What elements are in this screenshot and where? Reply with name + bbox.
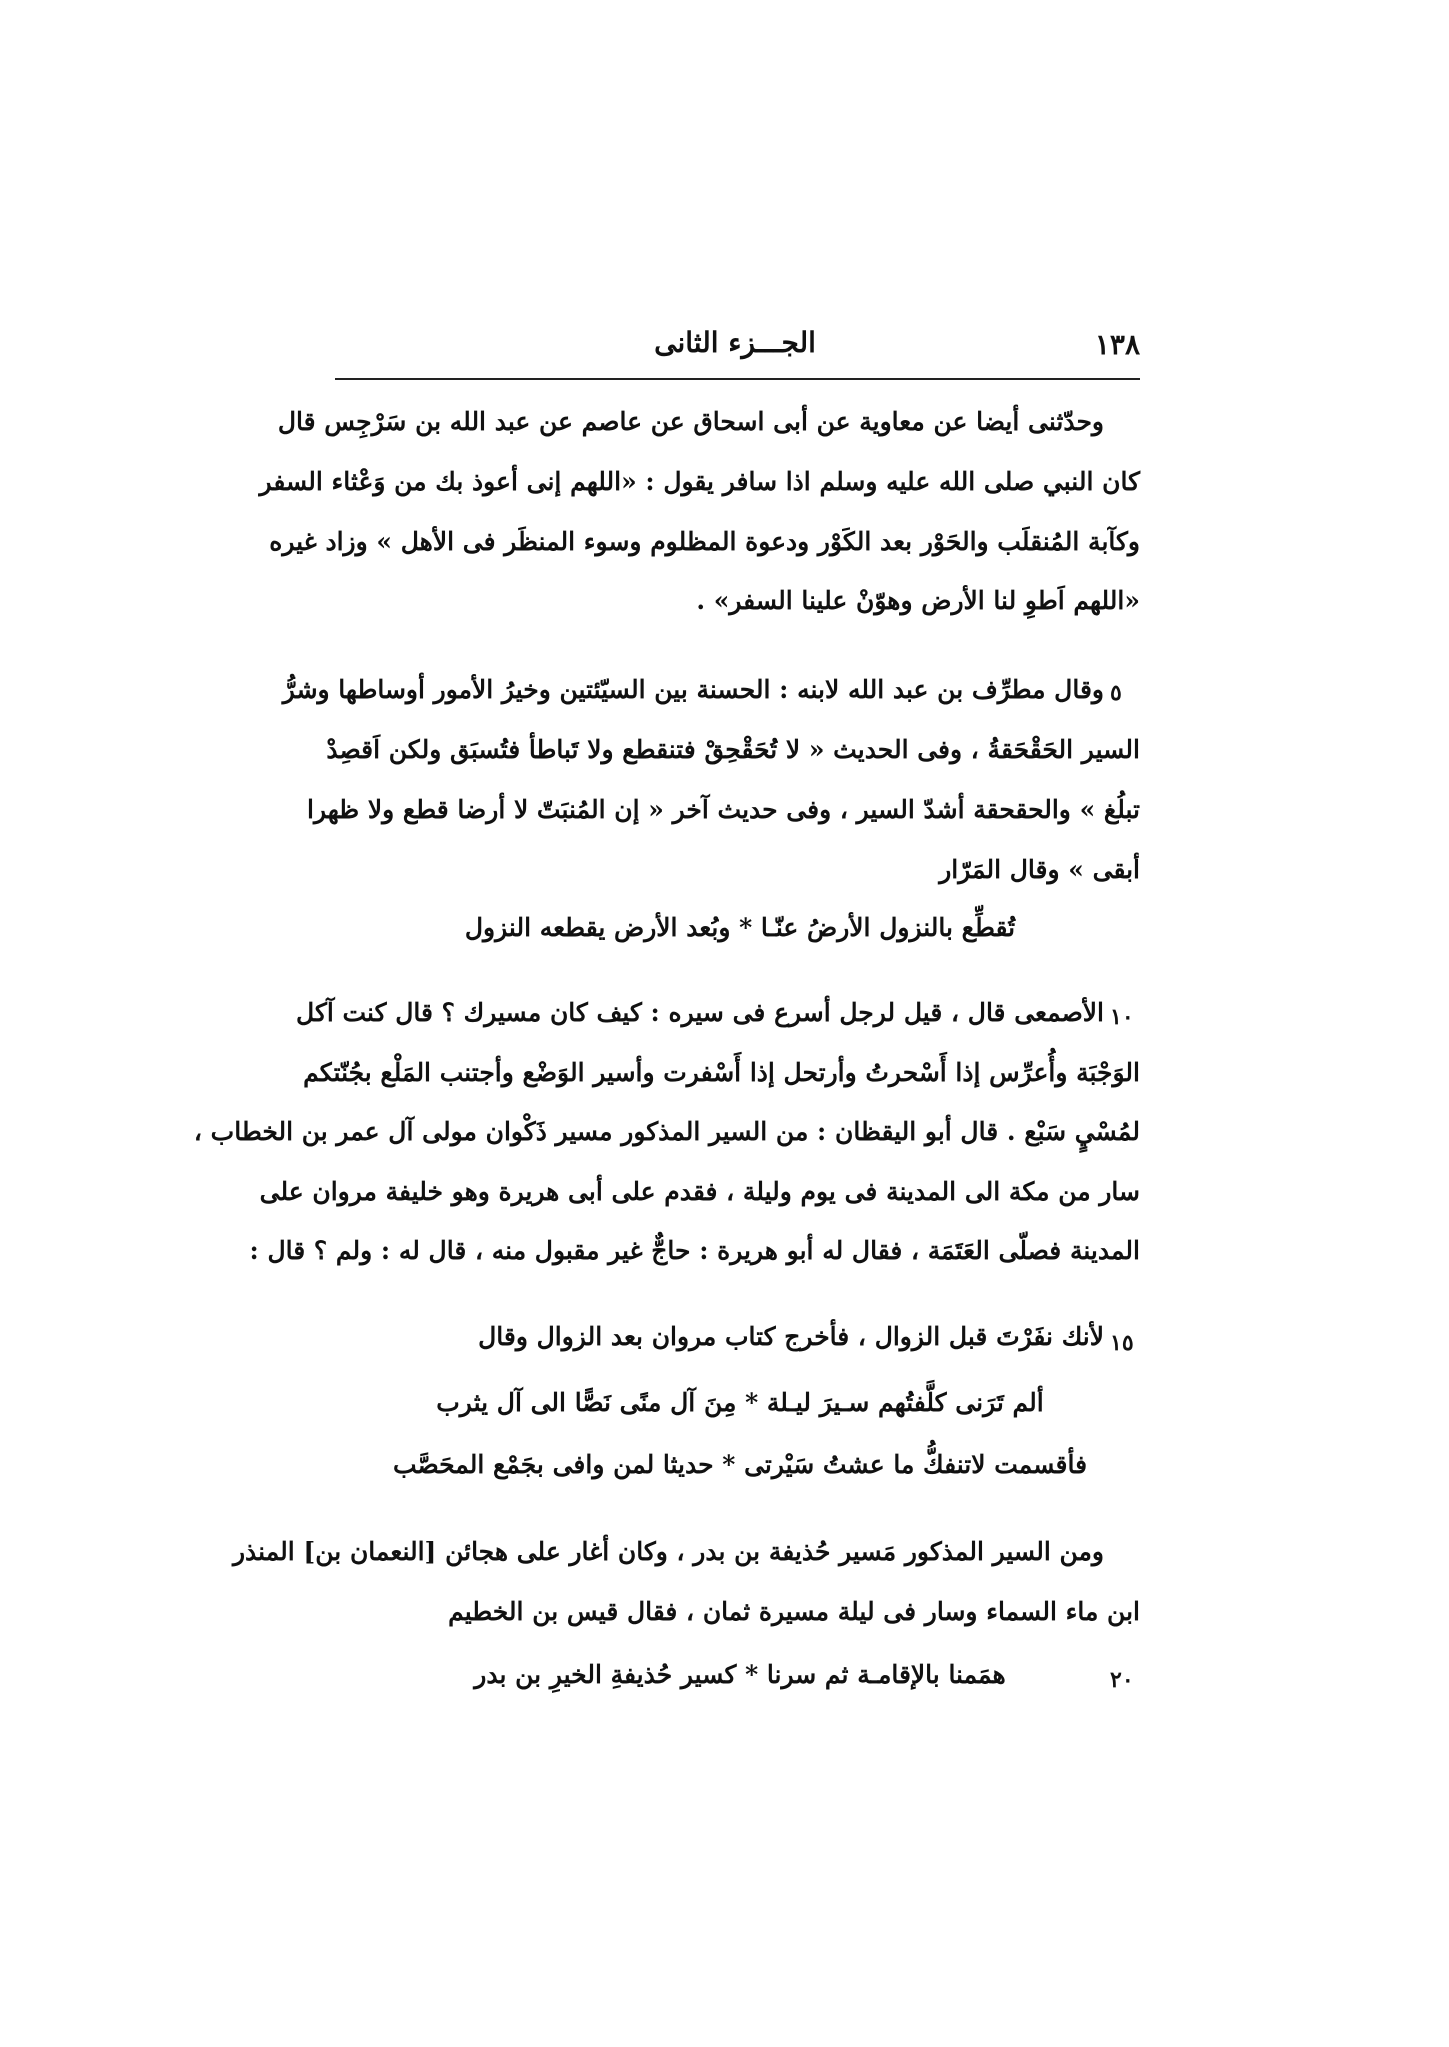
line-number: ٢٠ — [1110, 1667, 1134, 1693]
text-line: كان النبي صلى الله عليه وسلم اذا سافر يقول : «اللهم إنى أعوذ بك من وَعْثاء السفر — [259, 467, 1140, 496]
text-line: السير الحَقْحَقةُ ، وفى الحديث « لا تُحَقْحِقْ فتنقطع ولا تَباطأ فتُسبَق ولكن اَقصِدْ — [326, 735, 1140, 764]
text-line: وقال مطرِّف بن عبد الله لابنه : الحسنة بين السيّئتين وخيرُ الأمور أوساطها وشرُّ — [282, 675, 1104, 704]
text-line: ومن السير المذكور مَسير حُذيفة بن بدر ، وكان أغار على هجائن [النعمان بن] المنذر — [232, 1537, 1104, 1566]
text-line: وكآبة المُنقلَب والحَوْر بعد الكَوْر ودعوة المظلوم وسوء المنظَر فى الأهل » وزاد غيره — [269, 527, 1140, 556]
text-line: ابن ماء السماء وسار فى ليلة مسيرة ثمان ، فقال قيس بن الخطيم — [448, 1597, 1140, 1626]
verse-line: همَمنا بالإقامـة ثم سرنا * كسير حُذيفةِ الخيرِ بن بدر — [474, 1660, 1006, 1689]
text-line: سار من مكة الى المدينة فى يوم وليلة ، فقدم على أبى هريرة وهو خليفة مروان على — [259, 1177, 1140, 1206]
verse-line: تُقطِّع بالنزول الأرضُ عنّـا * وبُعد الأرض يقطعه النزول — [464, 913, 1016, 942]
text-line: «اللهم اَطوِ لنا الأرض وهوّنْ علينا السفر» . — [696, 586, 1140, 615]
verse-line: ألم تَرَنى كلَّفتُهم سـيرَ ليـلة * مِنَ آل منًى نَصًّا الى آل يثرب — [436, 1388, 1044, 1417]
verse-line: فأقسمت لاتنفكُّ ما عشتُ سَيْرتى * حديثا لمن وافى بجَمْع المحَصَّب — [392, 1450, 1088, 1479]
text-line: أبقى » وقال المَرّار — [939, 855, 1140, 884]
text-line: الوَجْبَة وأُعرِّس إذا أَسْحرتُ وأرتحل إذا أَسْفرت وأسير الوَضْع وأجتنب المَلْع بجُنّتكم — [303, 1058, 1140, 1087]
line-number: ٥ — [1110, 680, 1122, 706]
line-number: ١٥ — [1110, 1330, 1134, 1356]
text-line: المدينة فصلّى العَتَمَة ، فقال له أبو هريرة : حاجٌّ غير مقبول منه ، قال له : ولم ؟ قال : — [249, 1236, 1140, 1265]
text-line: لأنك نفَرْتَ قبل الزوال ، فأخرج كتاب مروان بعد الزوال وقال — [478, 1322, 1104, 1351]
header-rule — [335, 378, 1140, 380]
page-number: ١٣٨ — [1094, 328, 1140, 361]
text-line: وحدّثنى أيضا عن معاوية عن أبى اسحاق عن عاصم عن عبد الله بن سَرْجِس قال — [277, 407, 1104, 436]
running-title: الجـــزء الثانى — [654, 326, 816, 359]
text-line: الأصمعى قال ، قيل لرجل أسرع فى سيره : كيف كان مسيرك ؟ قال كنت آكل — [296, 998, 1104, 1027]
text-line: تبلُغ » والحقحقة أشدّ السير ، وفى حديث آخر « إن المُنبَتّ لا أرضا قطع ولا ظهرا — [307, 795, 1140, 824]
line-number: ١٠ — [1110, 1004, 1134, 1030]
text-line: لمُسْيٍ سَبْع . قال أبو اليقظان : من السير المذكور مسير ذَكْوان مولى آل عمر بن الخطاب ، — [193, 1117, 1140, 1146]
page-header — [335, 320, 1140, 375]
